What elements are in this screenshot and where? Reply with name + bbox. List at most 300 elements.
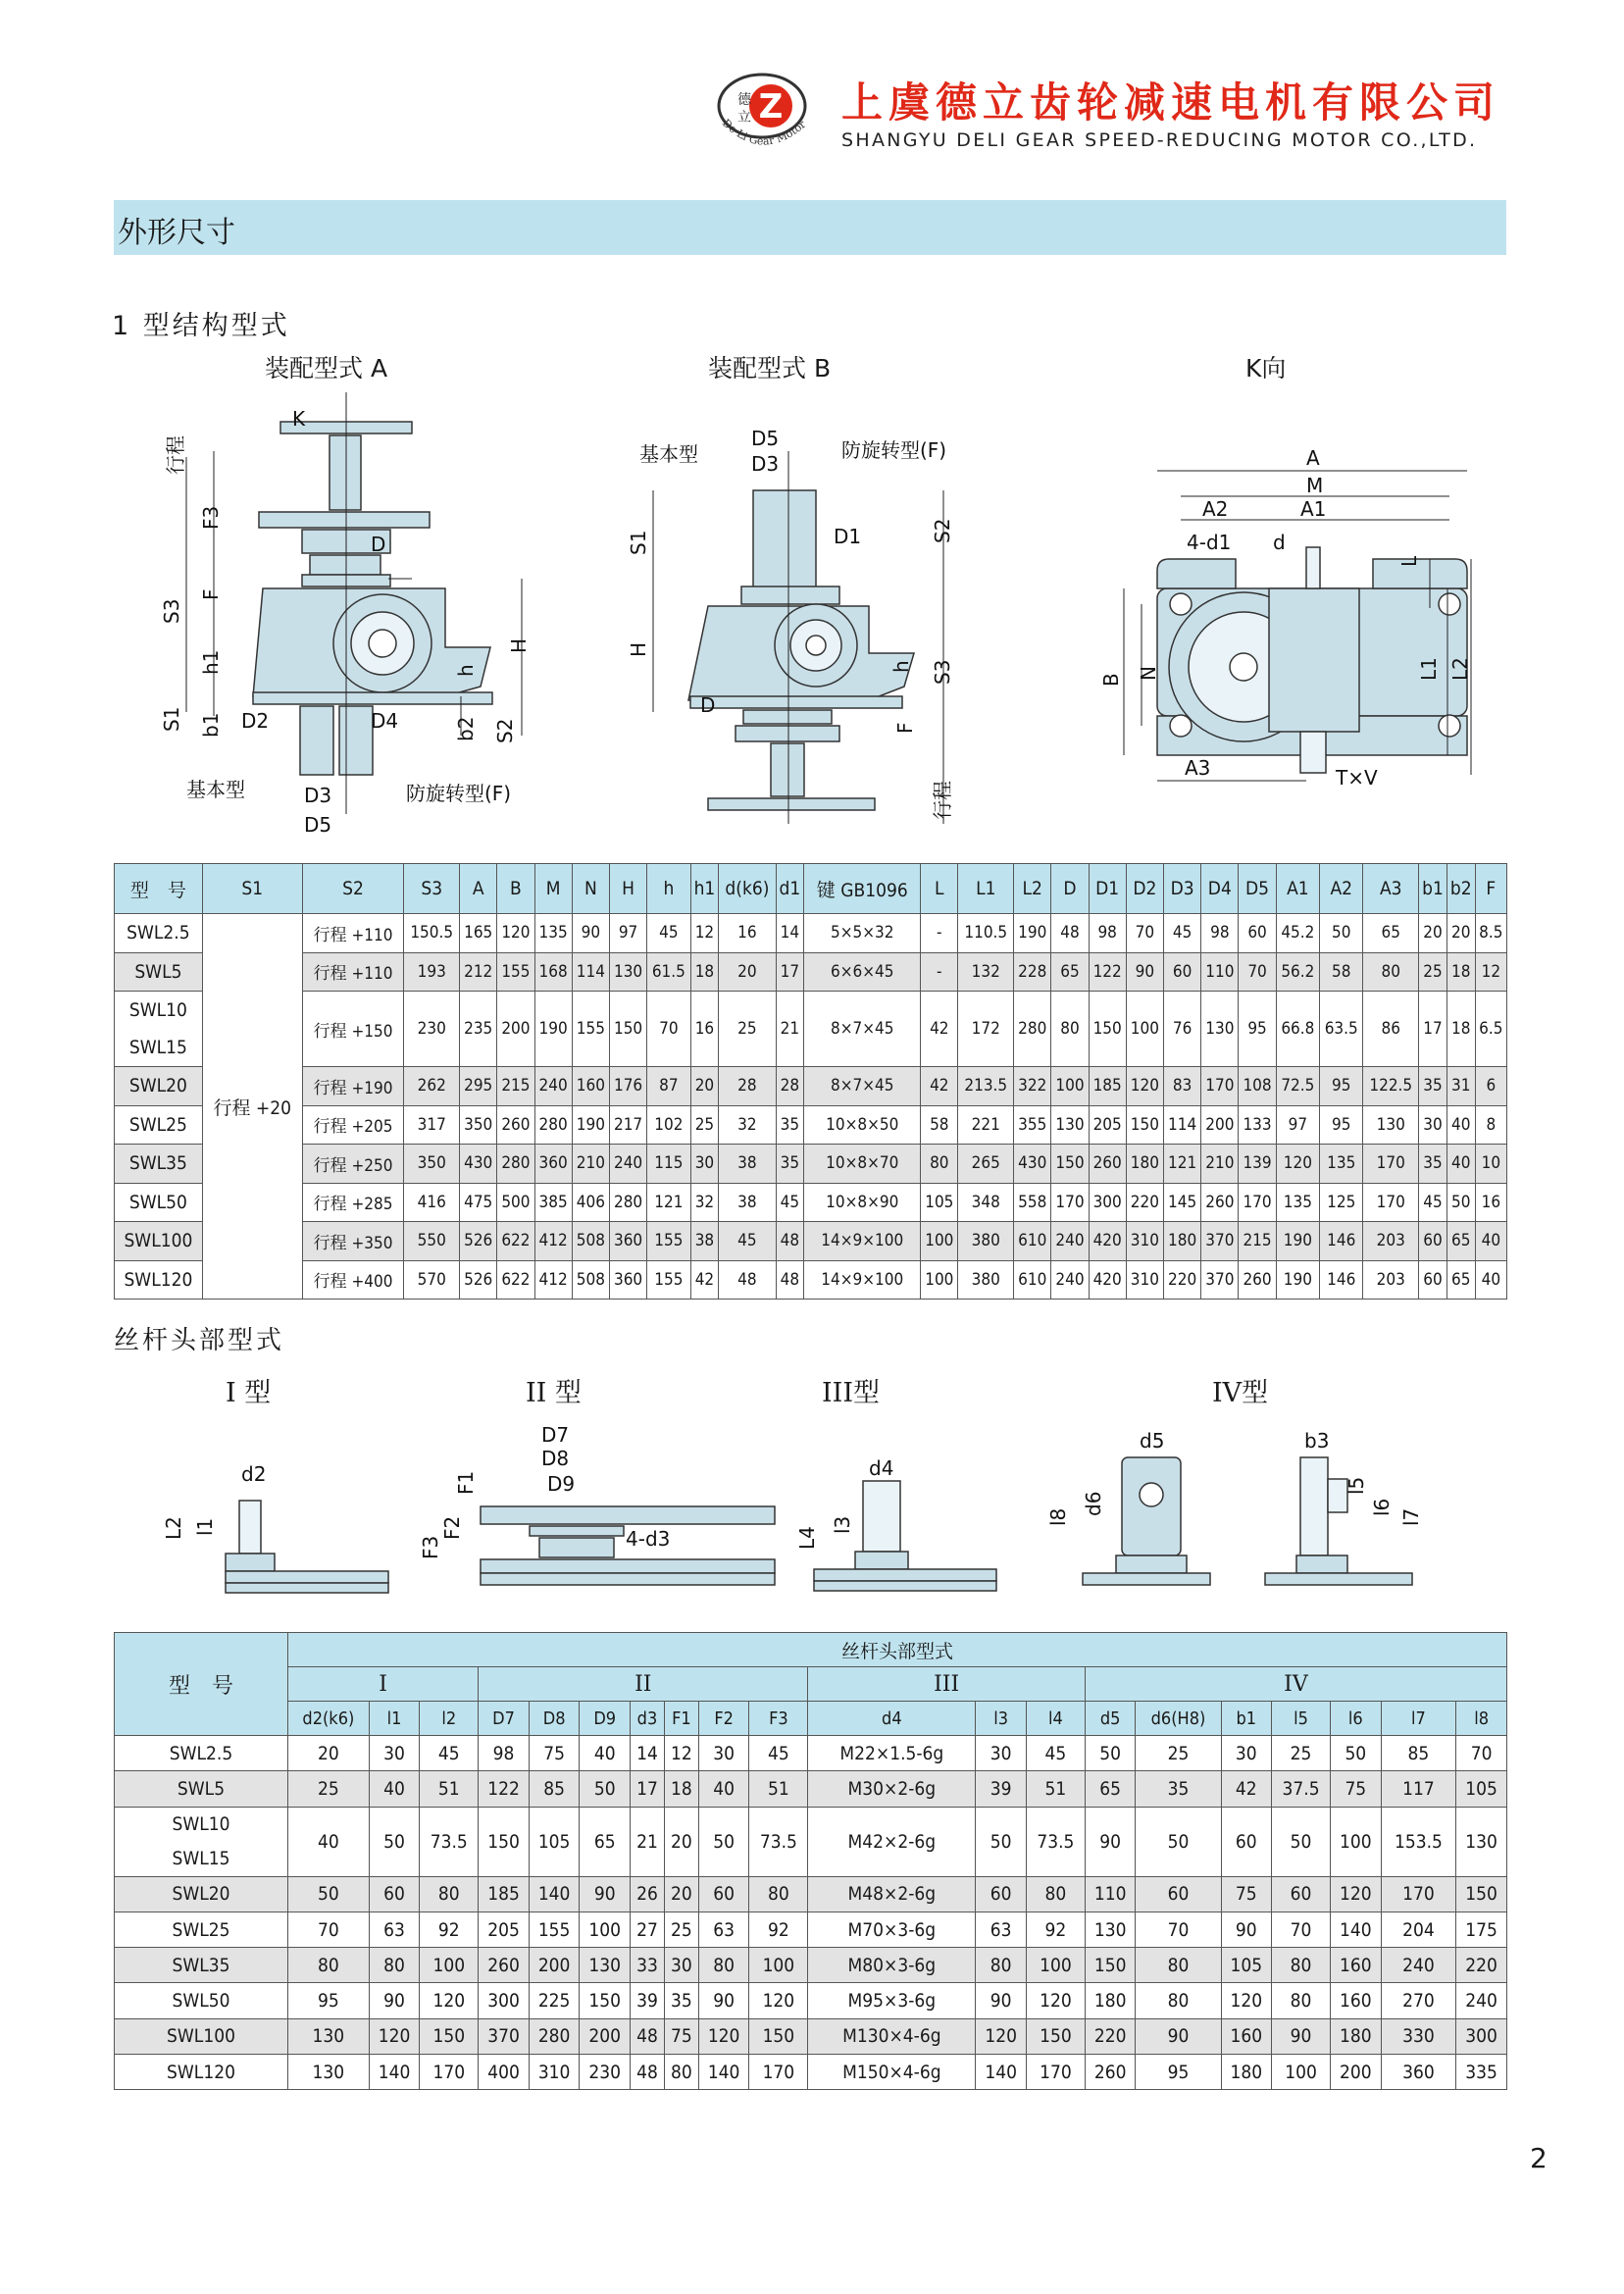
value-cell: 610	[1014, 1260, 1051, 1300]
value-cell: 120	[1276, 1145, 1319, 1184]
value-cell: 65	[1363, 914, 1419, 953]
assembly-b-drawing	[624, 422, 977, 834]
value-cell: 370	[479, 2018, 530, 2054]
col-header: A	[460, 864, 497, 914]
value-cell: 18	[1446, 992, 1475, 1067]
value-cell: M30×2-6g	[808, 1771, 976, 1807]
value-cell: 50	[1136, 1807, 1221, 1876]
value-cell: 135	[1276, 1183, 1319, 1222]
value-cell: 203	[1363, 1222, 1419, 1261]
col-header: S2	[302, 864, 404, 914]
col-header: F	[1475, 864, 1506, 914]
col-header: F2	[698, 1702, 749, 1736]
value-cell: 42	[921, 1067, 958, 1106]
value-cell: 610	[1014, 1222, 1051, 1261]
label-s1: S1	[160, 706, 183, 732]
value-cell: 42	[921, 992, 958, 1067]
value-cell: 150	[1085, 1948, 1136, 1983]
value-cell: 190	[1276, 1260, 1319, 1300]
value-cell: 10	[1475, 1145, 1506, 1184]
value-cell: 180	[1331, 2018, 1382, 2054]
value-cell: 160	[572, 1067, 609, 1106]
value-cell: 108	[1239, 1067, 1276, 1106]
model-cell: SWL35	[115, 1948, 288, 1983]
value-cell: 175	[1456, 1912, 1507, 1947]
value-cell: 10×8×90	[804, 1183, 921, 1222]
value-cell: 170	[749, 2055, 808, 2090]
label-d7-head: D7	[541, 1423, 570, 1447]
value-cell: 150	[420, 2018, 479, 2054]
value-cell: 240	[1381, 1948, 1456, 1983]
value-cell: 150	[1456, 1876, 1507, 1912]
col-header: A3	[1363, 864, 1419, 914]
value-cell: 370	[1201, 1260, 1239, 1300]
value-cell: 33	[631, 1948, 665, 1983]
col-header: L1	[958, 864, 1014, 914]
value-cell: 120	[1026, 1983, 1085, 2018]
value-cell: 80	[749, 1876, 808, 1912]
value-cell: 45.2	[1276, 914, 1319, 953]
value-cell: 42	[1221, 1771, 1272, 1807]
value-cell: 12	[664, 1736, 698, 1771]
table-row	[115, 1948, 1507, 1983]
value-cell: 56.2	[1276, 952, 1319, 992]
value-cell: 508	[572, 1222, 609, 1261]
value-cell: 80	[1272, 1983, 1331, 2018]
value-cell: 100	[580, 1912, 631, 1947]
value-cell: 75	[1331, 1771, 1382, 1807]
value-cell: 350	[460, 1105, 497, 1145]
value-cell: 70	[1456, 1736, 1507, 1771]
value-cell: 120	[1331, 1876, 1382, 1912]
label-f3: F3	[199, 505, 223, 530]
value-cell: 185	[1089, 1067, 1126, 1106]
value-cell: 30	[976, 1736, 1027, 1771]
label-f2-head: F2	[440, 1515, 464, 1540]
value-cell: 30	[1419, 1105, 1447, 1145]
label-d3: D3	[304, 784, 332, 807]
value-cell: 58	[921, 1105, 958, 1145]
value-cell: 348	[958, 1183, 1014, 1222]
value-cell: 51	[420, 1771, 479, 1807]
value-cell: 70	[1136, 1912, 1221, 1947]
table-row	[115, 1222, 1507, 1261]
value-cell: 260	[1085, 2055, 1136, 2090]
value-cell: 80	[1026, 1876, 1085, 1912]
header-row	[115, 1702, 1507, 1736]
s2-cell: 行程 +110	[302, 914, 404, 953]
value-cell: 35	[1136, 1771, 1221, 1807]
value-cell: 90	[1126, 952, 1163, 992]
col-header: 型 号	[115, 864, 203, 914]
value-cell: 39	[976, 1771, 1027, 1807]
table-row	[115, 1983, 1507, 2018]
value-cell: 215	[1239, 1222, 1276, 1261]
figure-k-title: K向	[1245, 354, 1287, 382]
value-cell: 80	[1136, 1983, 1221, 2018]
value-cell: 335	[1456, 2055, 1507, 2090]
value-cell: 80	[921, 1145, 958, 1184]
value-cell: 85	[529, 1771, 580, 1807]
label-a-k: A	[1306, 446, 1320, 470]
model-cell: SWL2.5	[115, 1736, 288, 1771]
col-header: A1	[1276, 864, 1319, 914]
col-header: d6(H8)	[1136, 1702, 1221, 1736]
value-cell: 120	[698, 2018, 749, 2054]
col-header: l1	[369, 1702, 420, 1736]
value-cell: 30	[698, 1736, 749, 1771]
value-cell: 8×7×45	[804, 992, 921, 1067]
value-cell: 102	[647, 1105, 690, 1145]
value-cell: 210	[572, 1145, 609, 1184]
col-header: l7	[1381, 1702, 1456, 1736]
svg-text:立: 立	[737, 110, 751, 126]
value-cell: 25	[719, 992, 776, 1067]
col-header: l4	[1026, 1702, 1085, 1736]
value-cell: 280	[497, 1145, 534, 1184]
value-cell: 230	[404, 992, 460, 1067]
screw-head-drawings	[147, 1422, 1500, 1599]
label-h-b: H	[627, 641, 650, 657]
value-cell: 21	[631, 1807, 665, 1876]
value-cell: 110.5	[958, 914, 1014, 953]
value-cell: 100	[1051, 1067, 1089, 1106]
value-cell: 176	[609, 1067, 646, 1106]
value-cell: M70×3-6g	[808, 1912, 976, 1947]
col-header: L2	[1014, 864, 1051, 914]
label-a1-k: A1	[1300, 497, 1327, 521]
value-cell: 430	[460, 1145, 497, 1184]
value-cell: 17	[776, 952, 804, 992]
value-cell: 155	[647, 1260, 690, 1300]
value-cell: 146	[1320, 1260, 1363, 1300]
value-cell: 150	[749, 2018, 808, 2054]
value-cell: 140	[529, 1876, 580, 1912]
label-s3: S3	[160, 598, 183, 624]
value-cell: 260	[1239, 1260, 1276, 1300]
value-cell: 280	[1014, 992, 1051, 1067]
section-title-bar	[114, 200, 1506, 255]
label-basic-b: 基本型	[639, 442, 698, 466]
value-cell: 122	[479, 1771, 530, 1807]
value-cell: 35	[1419, 1145, 1447, 1184]
value-cell: -	[921, 914, 958, 953]
value-cell: 310	[529, 2055, 580, 2090]
value-cell: 210	[1201, 1145, 1239, 1184]
value-cell: 60	[1272, 1876, 1331, 1912]
label-d3-b: D3	[751, 452, 780, 476]
company-logo	[708, 67, 816, 161]
value-cell: 400	[479, 2055, 530, 2090]
label-h: H	[507, 637, 531, 653]
value-cell: 180	[1164, 1222, 1201, 1261]
value-cell: 526	[460, 1222, 497, 1261]
label-4d3-head: 4-d3	[626, 1527, 671, 1551]
value-cell: 17	[1419, 992, 1447, 1067]
value-cell: 240	[1051, 1260, 1089, 1300]
value-cell: 40	[1446, 1145, 1475, 1184]
label-d5-head: d5	[1140, 1429, 1165, 1453]
model-cell: SWL100	[115, 1222, 203, 1261]
value-cell: 50	[1446, 1183, 1475, 1222]
s2-cell: 行程 +150	[302, 992, 404, 1067]
value-cell: 150	[479, 1807, 530, 1876]
label-d5: D5	[304, 813, 332, 837]
value-cell: 65	[1051, 952, 1089, 992]
value-cell: 38	[690, 1222, 719, 1261]
value-cell: 130	[288, 2018, 370, 2054]
s2-cell: 行程 +400	[302, 1260, 404, 1300]
value-cell: 115	[647, 1145, 690, 1184]
col-header: b1	[1419, 864, 1447, 914]
header-row	[115, 1633, 1507, 1667]
label-f: F	[199, 588, 223, 600]
value-cell: 98	[479, 1736, 530, 1771]
value-cell: 40	[1475, 1222, 1506, 1261]
value-cell: 330	[1381, 2018, 1456, 2054]
model-cell: SWL35	[115, 1145, 203, 1184]
value-cell: 16	[719, 914, 776, 953]
table-row	[115, 992, 1507, 1067]
value-cell: 550	[404, 1222, 460, 1261]
model-header: 型 号	[115, 1633, 288, 1736]
value-cell: 240	[1051, 1222, 1089, 1261]
value-cell: 130	[609, 952, 646, 992]
value-cell: 80	[1051, 992, 1089, 1067]
label-h1: h1	[199, 649, 223, 675]
col-header: b2	[1446, 864, 1475, 914]
value-cell: 45	[749, 1736, 808, 1771]
company-name-en: SHANGYU DELI GEAR SPEED-REDUCING MOTOR CO.,LTD.	[841, 129, 1478, 151]
table-row	[115, 1771, 1507, 1807]
model-cell: SWL50	[115, 1983, 288, 2018]
value-cell: 170	[1381, 1876, 1456, 1912]
value-cell: 75	[529, 1736, 580, 1771]
value-cell: 114	[1164, 1105, 1201, 1145]
model-name: SWL15	[128, 1037, 187, 1058]
value-cell: 105	[1221, 1948, 1272, 1983]
value-cell: 65	[1085, 1771, 1136, 1807]
company-name-cn: 上虞德立齿轮减速电机有限公司	[841, 78, 1501, 127]
label-d4-head: d4	[869, 1456, 894, 1480]
model-cell	[115, 1807, 288, 1876]
value-cell: 570	[404, 1260, 460, 1300]
value-cell: 150	[1089, 992, 1126, 1067]
value-cell: 12	[690, 914, 719, 953]
value-cell: 50	[976, 1807, 1027, 1876]
value-cell: 76	[1164, 992, 1201, 1067]
value-cell: 20	[690, 1067, 719, 1106]
value-cell: 45	[647, 914, 690, 953]
model-name: SWL15	[172, 1847, 230, 1869]
value-cell: 180	[1085, 1983, 1136, 2018]
value-cell: 8.5	[1475, 914, 1506, 953]
value-cell: 190	[534, 992, 572, 1067]
value-cell: 110	[1085, 1876, 1136, 1912]
col-header: D4	[1201, 864, 1239, 914]
value-cell: 95	[1320, 1105, 1363, 1145]
value-cell: 45	[1419, 1183, 1447, 1222]
label-d6-head: d6	[1082, 1491, 1105, 1516]
value-cell: 420	[1089, 1222, 1126, 1261]
type1-title: 1 型结构型式	[112, 311, 290, 341]
value-cell: 30	[1221, 1736, 1272, 1771]
s2-cell: 行程 +110	[302, 952, 404, 992]
page-number: 2	[1530, 2142, 1548, 2174]
value-cell: 150	[580, 1983, 631, 2018]
value-cell: 360	[609, 1222, 646, 1261]
value-cell: 145	[1164, 1183, 1201, 1222]
value-cell: 63	[369, 1912, 420, 1947]
value-cell: 170	[1201, 1067, 1239, 1106]
value-cell: 86	[1363, 992, 1419, 1067]
label-l2-k: L2	[1448, 657, 1472, 681]
col-header: b1	[1221, 1702, 1272, 1736]
value-cell: 260	[1089, 1145, 1126, 1184]
value-cell: 39	[631, 1983, 665, 2018]
table-row	[115, 1736, 1507, 1771]
value-cell: 200	[580, 2018, 631, 2054]
value-cell: 170	[1239, 1183, 1276, 1222]
table-row	[115, 2018, 1507, 2054]
value-cell: 385	[534, 1183, 572, 1222]
value-cell: 240	[609, 1145, 646, 1184]
value-cell: 120	[497, 914, 534, 953]
model-cell: SWL20	[115, 1067, 203, 1106]
value-cell: 220	[1126, 1183, 1163, 1222]
value-cell: 26	[631, 1876, 665, 1912]
value-cell: 98	[1089, 914, 1126, 953]
value-cell: 80	[369, 1948, 420, 1983]
value-cell: 92	[749, 1912, 808, 1947]
model-cell: SWL5	[115, 1771, 288, 1807]
value-cell: 48	[719, 1260, 776, 1300]
value-cell: 38	[719, 1183, 776, 1222]
value-cell: 6	[1475, 1067, 1506, 1106]
value-cell: 153.5	[1381, 1807, 1456, 1876]
value-cell: 412	[534, 1222, 572, 1261]
section-title: 外形尺寸	[118, 216, 235, 250]
value-cell: 317	[404, 1105, 460, 1145]
value-cell: 80	[1272, 1948, 1331, 1983]
value-cell: 50	[369, 1807, 420, 1876]
value-cell: 205	[479, 1912, 530, 1947]
value-cell: 48	[631, 2055, 665, 2090]
col-header: D	[1051, 864, 1089, 914]
label-l3-head: l3	[831, 1515, 854, 1534]
value-cell: 90	[698, 1983, 749, 2018]
value-cell: 80	[698, 1948, 749, 1983]
value-cell: 60	[1419, 1222, 1447, 1261]
label-anti-b: 防旋转型(F)	[841, 438, 947, 462]
type-header: IV	[1085, 1667, 1506, 1702]
label-l1-k: L1	[1417, 657, 1441, 681]
dimension-table	[114, 863, 1507, 1300]
value-cell: 215	[497, 1067, 534, 1106]
value-cell: 150	[1126, 1105, 1163, 1145]
value-cell: 350	[404, 1145, 460, 1184]
col-header: D2	[1126, 864, 1163, 914]
value-cell: 51	[1026, 1771, 1085, 1807]
s2-cell: 行程 +205	[302, 1105, 404, 1145]
value-cell: 35	[776, 1105, 804, 1145]
value-cell: 17	[631, 1771, 665, 1807]
value-cell: 25	[1419, 952, 1447, 992]
value-cell: 14	[631, 1736, 665, 1771]
value-cell: 100	[1126, 992, 1163, 1067]
label-l-k: L	[1397, 555, 1421, 567]
value-cell: M130×4-6g	[808, 2018, 976, 2054]
value-cell: 48	[776, 1260, 804, 1300]
value-cell: 8×7×45	[804, 1067, 921, 1106]
value-cell: 200	[497, 992, 534, 1067]
k-view-drawing	[1079, 441, 1491, 814]
value-cell: 225	[529, 1983, 580, 2018]
model-cell: SWL2.5	[115, 914, 203, 953]
value-cell: 95	[1136, 2055, 1221, 2090]
model-cell: SWL50	[115, 1183, 203, 1222]
value-cell: 170	[1363, 1183, 1419, 1222]
value-cell: 40	[1446, 1105, 1475, 1145]
value-cell: 260	[479, 1948, 530, 1983]
col-header: d5	[1085, 1702, 1136, 1736]
label-l7-head: l7	[1399, 1507, 1423, 1526]
value-cell: 18	[1446, 952, 1475, 992]
value-cell: 132	[958, 952, 1014, 992]
head-type-iii-title: III型	[822, 1378, 880, 1408]
label-h-small-b: h	[889, 660, 913, 673]
value-cell: 90	[1136, 2018, 1221, 2054]
table-row	[115, 1183, 1507, 1222]
figure-a-title: 装配型式 A	[265, 354, 388, 382]
label-tv-k: T×V	[1336, 766, 1378, 790]
label-d2-head: d2	[241, 1462, 267, 1486]
value-cell: 90	[572, 914, 609, 953]
value-cell: 51	[749, 1771, 808, 1807]
value-cell: 80	[1136, 1948, 1221, 1983]
value-cell: 110	[1201, 952, 1239, 992]
value-cell: 230	[580, 2055, 631, 2090]
value-cell: 70	[1126, 914, 1163, 953]
label-d-b: D	[700, 693, 716, 717]
value-cell: 130	[1051, 1105, 1089, 1145]
value-cell: 270	[1381, 1983, 1456, 2018]
value-cell: 6.5	[1475, 992, 1506, 1067]
value-cell: 135	[1320, 1145, 1363, 1184]
s2-cell: 行程 +190	[302, 1067, 404, 1106]
label-a3-k: A3	[1185, 756, 1211, 780]
value-cell: 130	[1456, 1807, 1507, 1876]
value-cell: 150.5	[404, 914, 460, 953]
value-cell: 190	[1014, 914, 1051, 953]
label-s1-b: S1	[627, 530, 650, 555]
value-cell: 180	[1126, 1145, 1163, 1184]
label-b2: b2	[454, 716, 478, 741]
s2-cell: 行程 +350	[302, 1222, 404, 1261]
value-cell: 203	[1363, 1260, 1419, 1300]
value-cell: 105	[921, 1183, 958, 1222]
col-header: A2	[1320, 864, 1363, 914]
value-cell: 65	[1446, 1222, 1475, 1261]
value-cell: 70	[288, 1912, 370, 1947]
s2-cell: 行程 +285	[302, 1183, 404, 1222]
value-cell: 125	[1320, 1183, 1363, 1222]
model-cell: SWL100	[115, 2018, 288, 2054]
value-cell: 20	[288, 1736, 370, 1771]
col-header: 键 GB1096	[804, 864, 921, 914]
dimension-table-header	[115, 864, 1507, 914]
value-cell: 240	[1456, 1983, 1507, 2018]
